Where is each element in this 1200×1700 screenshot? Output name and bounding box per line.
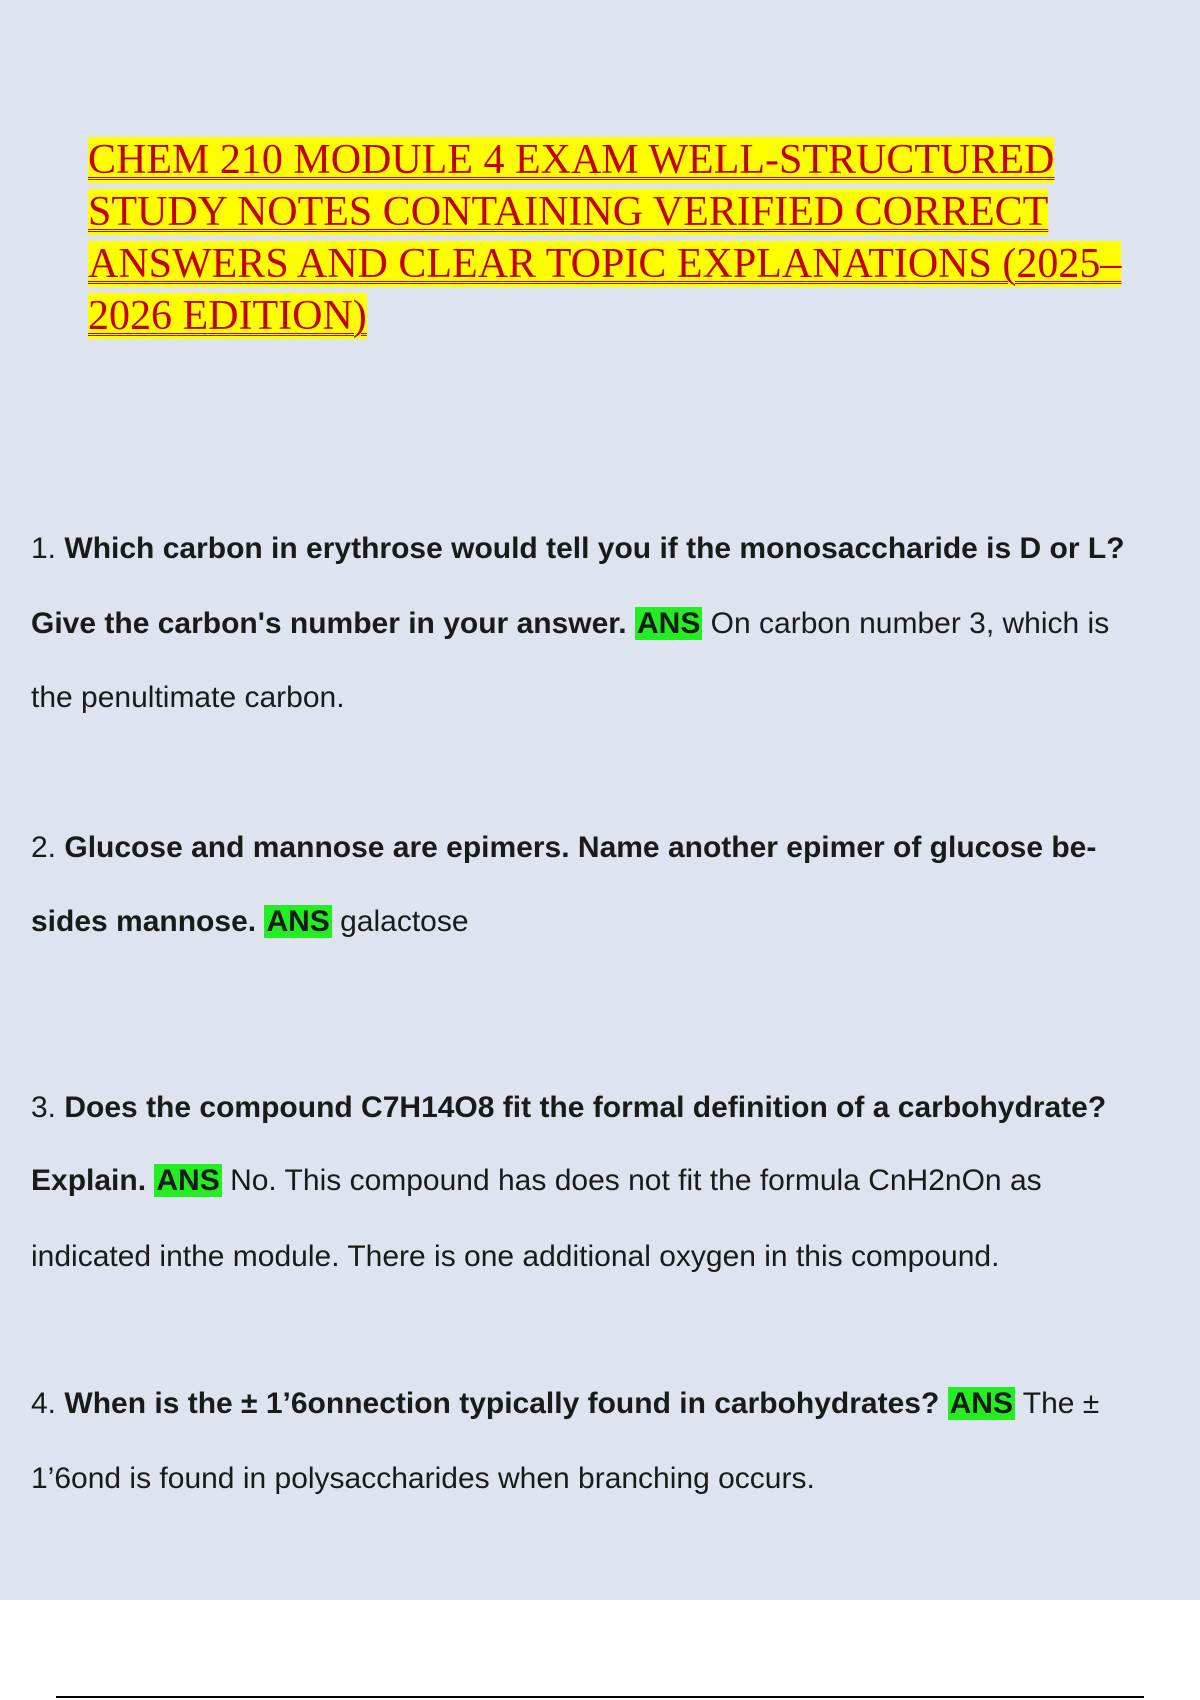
question-text: When is the ± 1’6onnection typically found in carbohydrates? [64, 1387, 940, 1420]
answer-tag: ANS [266, 905, 330, 938]
question-number: 2. [31, 831, 57, 864]
title-line: CHEM 210 MODULE 4 EXAM WELL-STRUCTURED [88, 137, 1055, 183]
answer-text: the penultimate carbon. [31, 681, 345, 714]
question-number: 3. [31, 1091, 57, 1124]
document-title [88, 134, 1188, 342]
question-number: 4. [31, 1387, 57, 1420]
question-3-line-1 [31, 1093, 1106, 1123]
footer-rule [56, 1696, 1144, 1698]
question-1-line-1 [31, 534, 1125, 564]
question-text: sides mannose. [31, 905, 257, 938]
answer-text: galactose [340, 905, 469, 938]
question-2-line-1 [31, 833, 1096, 863]
question-number: 1. [31, 532, 57, 565]
question-text: Glucose and mannose are epimers. Name another epimer of glucose be- [64, 831, 1097, 864]
question-4-line-1 [31, 1389, 1099, 1419]
title-line: ANSWERS AND CLEAR TOPIC EXPLANATIONS (2025– [88, 241, 1122, 287]
title-line: STUDY NOTES CONTAINING VERIFIED CORRECT [88, 189, 1049, 235]
question-text: Which carbon in erythrose would tell you if the monosaccharide is D or L? [64, 532, 1125, 565]
question-2-line-2 [31, 907, 469, 937]
answer-text: 1’6ond is found in polysaccharides when branching occurs. [31, 1462, 815, 1495]
answer-tag: ANS [636, 607, 701, 640]
question-3-line-3 [31, 1242, 999, 1272]
answer-text: indicated inthe module. There is one additional oxygen in this compound. [31, 1240, 1000, 1273]
question-text: Explain. [31, 1164, 147, 1197]
question-4-line-2 [31, 1464, 815, 1494]
question-text: Give the carbon's number in your answer. [31, 607, 627, 640]
question-text: Does the compound C7H14O8 fit the formal definition of a carbohydrate? [64, 1091, 1107, 1124]
answer-text: On carbon number 3, which is [710, 607, 1110, 640]
question-1-line-3 [31, 683, 345, 713]
answer-text: No. This compound has does not fit the formula CnH2nOn as [230, 1164, 1042, 1197]
answer-text: The ± [1022, 1387, 1100, 1420]
question-3-line-2 [31, 1166, 1042, 1196]
question-1-line-2 [31, 609, 1109, 639]
title-line: 2026 EDITION) [88, 293, 367, 339]
answer-tag: ANS [156, 1164, 220, 1197]
answer-tag: ANS [949, 1387, 1013, 1420]
